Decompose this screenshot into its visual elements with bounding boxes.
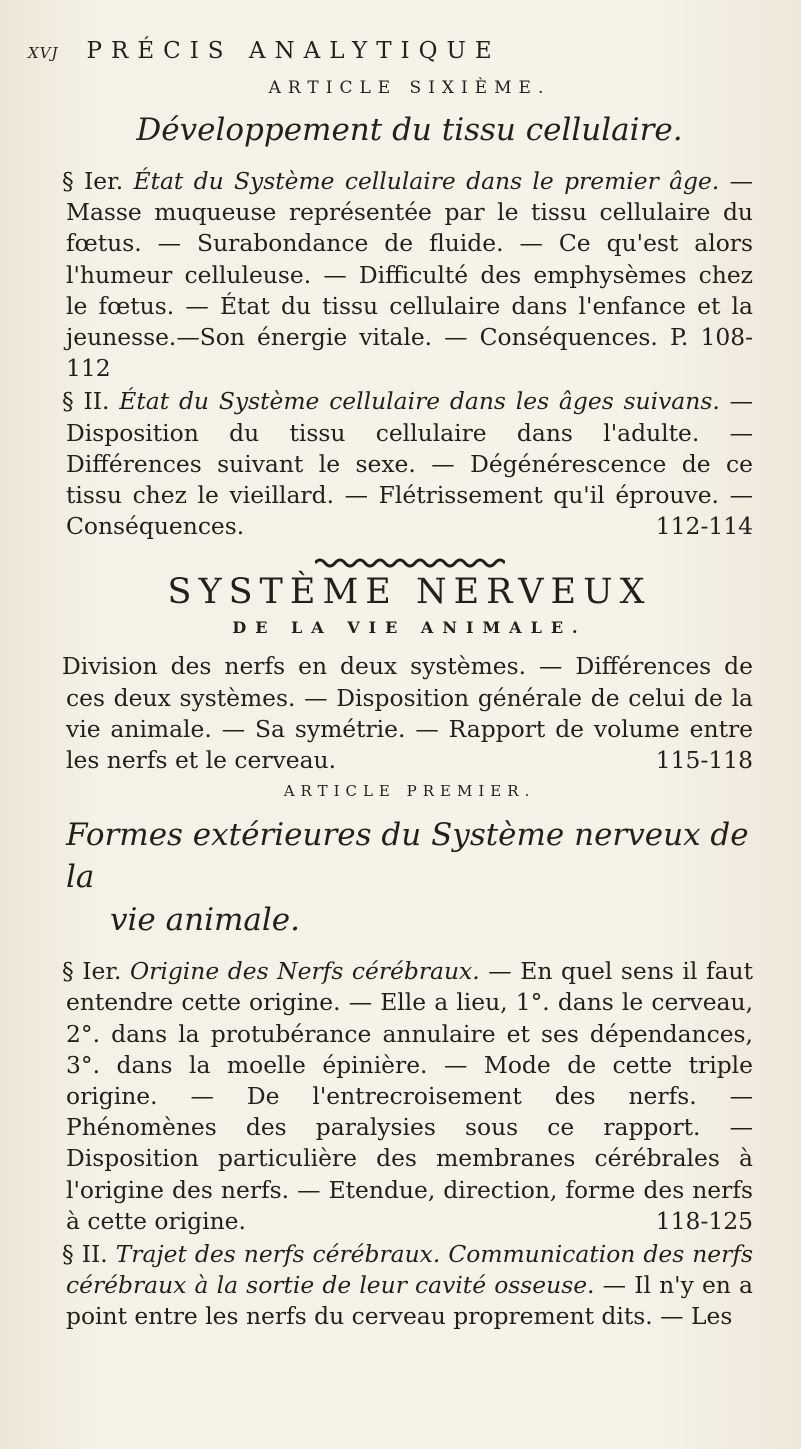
page-reference: 118-125: [655, 1206, 753, 1235]
section-mark: § II.: [62, 387, 110, 416]
section-text: Division des nerfs en deux systèmes. — Différences de ces deux systèmes. — Disposition générale de celui de la vie animale. — Sa symétrie. — Rapport de volume entre les nerfs et le cerveau.: [62, 652, 753, 775]
page-reference: 112-114: [655, 512, 753, 541]
system-subtitle: DE LA VIE ANIMALE.: [232, 618, 587, 638]
article-title-continued: vie animale.: [110, 902, 300, 939]
ornament-divider: [66, 554, 753, 568]
page-folio: xvj: [28, 39, 59, 64]
section-text: — Masse muqueuse représentée par le tissu cellulaire du fœtus. — Surabondance de fluide. — Ce qu'est alors l'humeur celluleuse. — Difficulté des emphysèmes chez le fœtus. — État du tissu cellulaire dans l'enfance et la jeunesse.—Son énergie vitale. — Conséquences.: [66, 167, 754, 352]
article-title: Développement du tissu cellulaire.: [136, 112, 683, 148]
paragraph: [62, 651, 753, 776]
section-heading: État du Système cellulaire dans les âges suivans.: [119, 387, 720, 416]
section-text: — Il n'y en a point entre les nerfs du cerveau proprement dits. — Les: [66, 1271, 753, 1331]
running-head: [28, 38, 753, 64]
section-heading: Origine des Nerfs cérébraux.: [130, 957, 480, 986]
section-mark: § Ier.: [62, 167, 124, 195]
section-heading: Trajet des nerfs cérébraux. Communication des nerfs cérébraux à la sortie de leur cavité osseuse.: [66, 1240, 753, 1300]
section-text: — En quel sens il faut entendre cette origine. — Elle a lieu, 1°. dans le cerveau, 2°. dans la protubérance annulaire et ses dépendances, 3°. dans la moelle épinière. — Mode de cette triple origine. — De l'entrecroisement des nerfs. — Phénomènes des paralysies sous ce rapport. —Disposition particulière des membranes cérébrales à l'origine des nerfs. — Etendue, direction, forme des nerfs à cette origine.: [66, 957, 754, 1235]
page-reference: P. 108-112: [66, 323, 753, 383]
wave-ornament: [315, 557, 505, 569]
paragraph: [62, 956, 754, 1237]
running-title: PRÉCIS ANALYTIQUE: [86, 38, 501, 64]
article-label: ARTICLE SIXIÈME.: [268, 78, 551, 98]
section-mark: § Ier.: [62, 957, 122, 986]
article-title: Formes extérieures du Système nerveux de la: [66, 817, 749, 896]
section-heading: État du Système cellulaire dans le premier âge.: [133, 167, 720, 195]
section-text: — Disposition du tissu cellulaire dans l'adulte. — Différences suivant le sexe. — Dégénérescence de ce tissu chez le vieillard. — Flétrissement qu'il éprouve. — Conséquences.: [66, 387, 753, 541]
paragraph: [62, 1239, 753, 1333]
article-label: ARTICLE PREMIER.: [283, 782, 536, 801]
system-title: SYSTÈME NERVEUX: [167, 572, 652, 613]
page-reference: 115-118: [655, 746, 753, 775]
section-mark: § II.: [62, 1240, 108, 1269]
paragraph: [62, 386, 753, 542]
paragraph: [62, 166, 754, 384]
